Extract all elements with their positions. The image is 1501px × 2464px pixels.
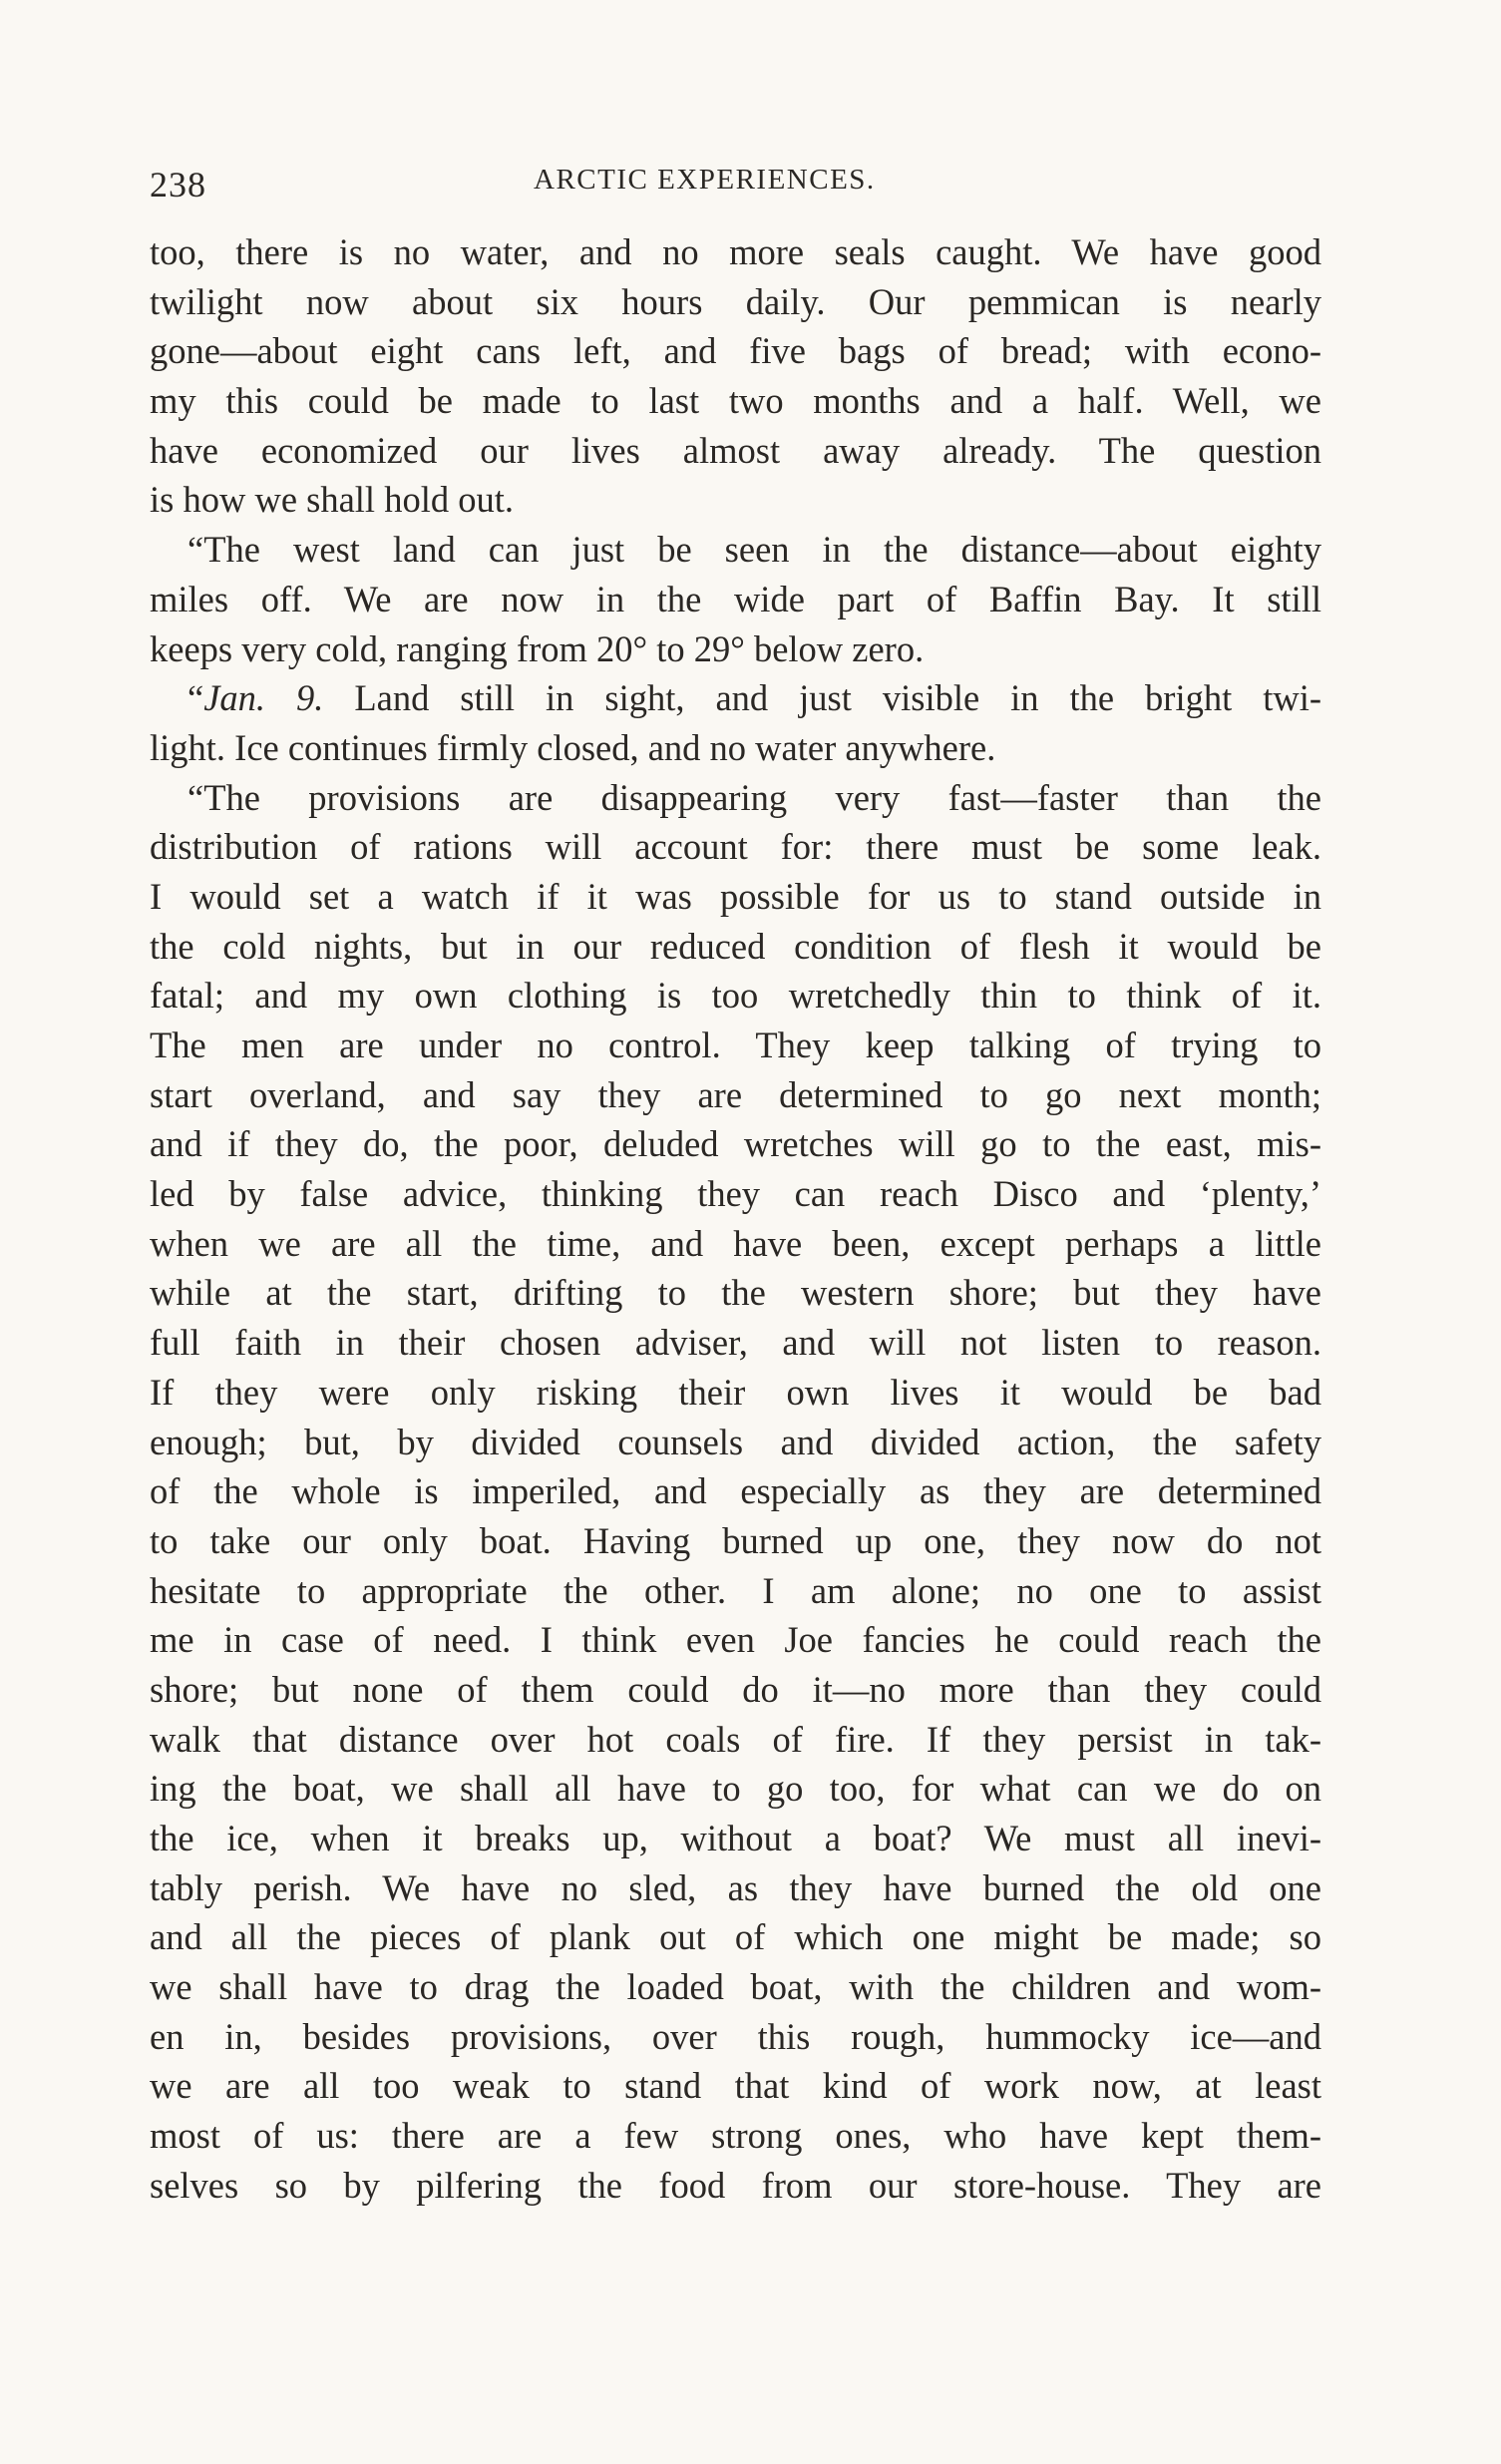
text-line: full faith in their chosen adviser, and will not listen to reason. <box>150 1322 1321 1364</box>
text-line: the ice, when it breaks up, without a boat? We must all inevi- <box>150 1818 1321 1858</box>
text-line: ing the boat, we shall all have to go too, for what can we do on <box>150 1768 1321 1810</box>
text-line: If they were only risking their own lives it would be bad <box>150 1371 1321 1413</box>
text-line: have economized our lives almost away already. The question <box>150 429 1321 471</box>
text-line: is how we shall hold out. <box>150 479 514 521</box>
running-title: ARCTIC EXPERIENCES. <box>534 164 876 196</box>
entry-date: Jan. 9. <box>203 677 324 719</box>
text-line: twilight now about six hours daily. Our pemmican is nearly <box>150 280 1321 322</box>
text-line: selves so by pilfering the food from our store-house. They are <box>150 2164 1321 2206</box>
text-line: enough; but, by divided counsels and divided action, the safety <box>150 1421 1321 1462</box>
text-line: when we are all the time, and have been, except perhaps a little <box>150 1222 1321 1264</box>
text-line: The men are under no control. They keep talking of trying to <box>150 1025 1321 1065</box>
text-line: fatal; and my own clothing is too wretchedly thin to think of it. <box>150 975 1321 1017</box>
open-quote: “ <box>188 677 204 719</box>
text-line: light. Ice continues firmly closed, and no water anywhere. <box>150 726 996 768</box>
text-line: “The provisions are disappearing very fast—faster than the <box>188 776 1321 818</box>
text-line: the cold nights, but in our reduced condition of flesh it would be <box>150 925 1321 967</box>
text-line: distribution of rations will account for: there must be some leak. <box>150 826 1321 868</box>
text-line: shore; but none of them could do it—no more than they could <box>150 1668 1321 1710</box>
text-line: of the whole is imperiled, and especially as they are determined <box>150 1470 1321 1512</box>
text-line: start overland, and say they are determined to go next month; <box>150 1073 1321 1115</box>
text-line: gone—about eight cans left, and five bags of bread; with econo- <box>150 330 1321 372</box>
text-line: miles off. We are now in the wide part of Baffin Bay. It still <box>150 578 1321 619</box>
text-line: I would set a watch if it was possible for us to stand outside in <box>150 875 1321 917</box>
text-line: hesitate to appropriate the other. I am alone; no one to assist <box>150 1569 1321 1611</box>
text-line: walk that distance over hot coals of fire. If they persist in tak- <box>150 1718 1321 1760</box>
page-number: 238 <box>150 165 206 205</box>
body-text <box>150 227 1321 2211</box>
text-line: and if they do, the poor, deluded wretches will go to the east, mis- <box>150 1123 1321 1165</box>
text-line: too, there is no water, and no more seals caught. We have good <box>150 231 1321 272</box>
text-line: “The west land can just be seen in the distance—about eighty <box>188 529 1321 571</box>
text-line: to take our only boat. Having burned up one, they now do not <box>150 1519 1321 1561</box>
text-line: keeps very cold, ranging from 20° to 29° below zero. <box>150 627 925 669</box>
text-line: most of us: there are a few strong ones, who have kept them- <box>150 2115 1321 2157</box>
text-line: tably perish. We have no sled, as they have burned the old one <box>150 1866 1321 1908</box>
page-header <box>150 158 1321 205</box>
text-line: led by false advice, thinking they can reach Disco and ‘plenty,’ <box>150 1173 1321 1215</box>
entry-text: Land still in sight, and just visible in the bright twi- <box>354 677 1321 719</box>
text-line: we shall have to drag the loaded boat, with the children and wom- <box>150 1966 1321 2008</box>
text-line: me in case of need. I think even Joe fancies he could reach the <box>150 1619 1321 1661</box>
text-line: en in, besides provisions, over this rough, hummocky ice—and <box>150 2015 1321 2057</box>
dated-entry-line <box>150 673 1321 723</box>
text-line: and all the pieces of plank out of which one might be made; so <box>150 1916 1321 1958</box>
text-line: while at the start, drifting to the western shore; but they have <box>150 1272 1321 1314</box>
text-line: we are all too weak to stand that kind of work now, at least <box>150 2065 1321 2107</box>
text-line: my this could be made to last two months and a half. Well, we <box>150 380 1321 422</box>
